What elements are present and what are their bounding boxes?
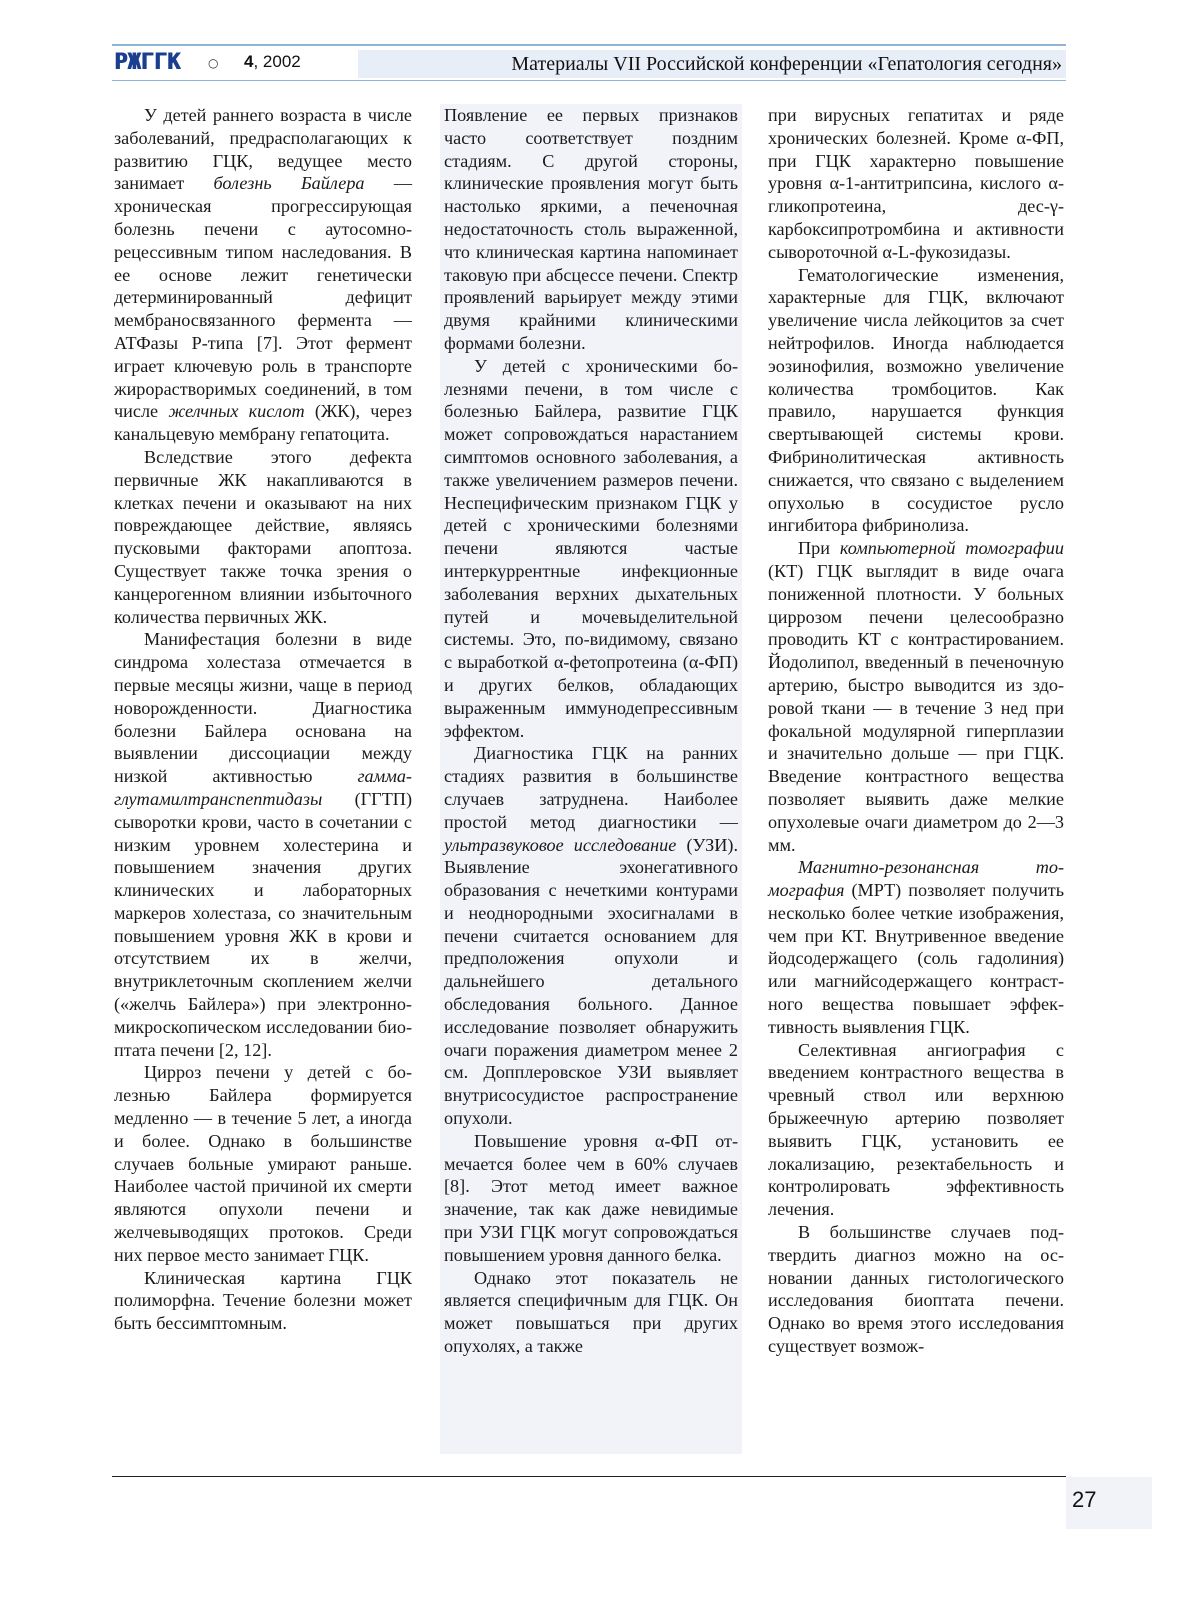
text-column-3 — [768, 104, 1064, 1454]
paragraph-text: (МРТ) позволяет получить несколько более четкие изображения, чем при КТ. Внутривенное введение йодсодержащего (соль гадолиния) или магнийсодержащего контрастного вещества повышает эффективность выявления ГЦК. — [768, 880, 1064, 1037]
paragraph — [768, 1039, 1064, 1221]
paragraph-text: Появление ее первых признаков часто соответствует поздним стадиям. С другой стороны, клинические проявления могут быть настолько яркими, а печеночная недостаточность столь выраженной, что клиническая картина напоминает таковую при абсцессе печени. Спектр проявлений варьирует между этими двумя крайними клиническими формами болезни. — [444, 105, 738, 353]
paragraph — [114, 1061, 412, 1266]
paragraph-text: Вследствие этого дефекта первичные ЖК накапливаются в клетках печени и оказывают на них повреждающее действие, являясь пусковыми факторами апоптоза. Существует также точка зрения о канцерогенном влиянии избыточного количества первичных ЖК. — [114, 446, 412, 627]
paragraph — [768, 104, 1064, 264]
paragraph — [114, 446, 412, 628]
paragraph-text: — хроническая прогрессирующая болезнь печени с аутосомно-рецессивным типом наследования. В ее основе лежит генетически детерминированный дефицит мембраносвязанного фермента — АТФазы Р-типа [7]. Этот фермент играет ключевую роль в транспорте жирорастворимых соединений, в том числе — [114, 173, 412, 422]
paragraph — [444, 104, 738, 355]
emphasis-term: Магнитно-резонансная томография — [768, 857, 1064, 901]
paragraph — [768, 1221, 1064, 1358]
paragraph-text: Повышение уровня α-ФП отмечается более чем в 60% случаев [8]. Этот метод имеет важное значение, так как даже невидимые при УЗИ ГЦК могут сопровождаться повышением уровня данного белка. — [444, 1130, 738, 1265]
paragraph — [768, 856, 1064, 1038]
paragraph-text: Гематологические изменения, характерные для ГЦК, включают увеличение числа лейкоцитов за счет нейтрофилов. Иногда наблюдается эозинофилия, возможно увеличение количества тромбоцитов. Как правило, нарушается функция свертывающей системы крови. Фибринолитическая активность снижается, что связано с выделением опухолью в сосудистое русло ингибитора фибринолиза. — [768, 264, 1064, 536]
page-number: 27 — [1072, 1487, 1097, 1512]
paragraph-text: При — [798, 538, 840, 559]
paragraph-text: Однако этот показатель не является специфичным для ГЦК. Он может повышаться при других опухолях, а также — [444, 1267, 738, 1357]
issue-year: , 2002 — [253, 52, 301, 71]
paragraph-text: (УЗИ). Выявление эхонегативного образования с нечеткими контурами и неоднородными эхосигналами в печени считается основанием для предположения опухоли и дальнейшего детального обследования больного. Данное исследование позволяет обнаружить очаги поражения диаметром менее 2 см. Допплеровское УЗИ выявляет внутрисосудистое распространение опухоли. — [444, 834, 738, 1129]
emphasis-term: желчных кислот — [168, 401, 305, 422]
emphasis-term: ультразвуковое исследование — [444, 834, 677, 855]
paragraph-text: В большинстве случаев подтвердить диагноз можно на основании данных гистологического исследования биоптата печени. Однако во время этого исследования существует возмож- — [768, 1222, 1064, 1357]
paragraph — [114, 104, 412, 446]
emphasis-term: компьютерной томографии — [839, 538, 1064, 559]
paragraph — [444, 742, 738, 1130]
paragraph — [114, 628, 412, 1061]
emphasis-term: гамма-глутамилтранспептидазы — [114, 766, 412, 809]
text-column-1 — [114, 104, 412, 1454]
bullet-icon: ○ — [208, 56, 219, 70]
paragraph-text: У детей с хроническими болезнями печени, в том числе с болезнью Байлера, развитие ГЦК может сопровождаться нарастанием симптомов основного заболевания, а также увеличением размеров печени. Неспецифическим признаком ГЦК у детей с хроническими болезнями печени являются частые интеркуррентные инфекционные заболевания верхних дыхательных путей и мочевыделительной системы. Это, по-видимому, связано с выработкой α-фетопротеина (α-ФП) и других белков, обладающих выраженным иммунодепрессивным эффектом. — [444, 355, 738, 741]
issue-number: 4 — [244, 52, 254, 71]
paragraph — [444, 1130, 738, 1267]
emphasis-term: болезнь Байлера — [213, 173, 365, 194]
paragraph-text: Клиническая картина ГЦК полиморфна. Течение болезни может быть бессимптомным. — [114, 1267, 412, 1334]
paragraph — [114, 1267, 412, 1335]
journal-logo: РЖГГК — [114, 50, 181, 75]
paragraph-text: Диагностика ГЦК на ранних стадиях развития в большинстве случаев затруднена. Наиболее простой метод диагностики — — [444, 743, 738, 832]
paragraph — [768, 264, 1064, 538]
paragraph-text: Селективная ангиография с введением контрастного вещества в чревный ствол или верхнюю брыжеечную артерию позволяет выявить ГЦК, установить ее локализацию, резектабельность и контролировать эффективность лечения. — [768, 1039, 1064, 1220]
paragraph-text: (ЖК), через канальцевую мембрану гепатоцита. — [114, 401, 412, 445]
paragraph-text: Цирроз печени у детей с болезнью Байлера формируется медленно — в течение 5 лет, а иногда и более. Однако в большинстве случаев больные умирают раньше. Наиболее частой причиной их смерти являются опухоли печени и желчевыводящих протоков. Среди них первое место занимает ГЦК. — [114, 1062, 412, 1265]
paragraph-text: при вирусных гепатитах и ряде хронических болезней. Кроме α-ФП, при ГЦК характерно повышение уровня α-1-антитрипсина, кислого α-гликопротеина, дес-γ-карбоксипротромбина и активности сывороточной α-L-фукозидазы. — [768, 105, 1064, 262]
paragraph-text: (ГГТП) сыворотки крови, часто в сочетании с низким уровнем холестерина и повышением значения других клинических и лабораторных маркеров холестаза, со значительным повышением уровня ЖК в крови и отсутствием их в желчи, внутриклеточным скоплением желчи («желчь Байлера») при электронно-микроскопическом исследовании биоптата печени [2, 12]. — [114, 788, 412, 1060]
footer-rule — [112, 1476, 1066, 1477]
paragraph — [768, 537, 1064, 856]
running-title: Материалы VII Российской конференции «Гепатология сегодня» — [358, 50, 1066, 78]
paragraph-text: Манифестация болезни в виде синдрома холестаза отмечается в первые месяцы жизни, чаще в период новорожденности. Диагностика болезни Байлера основана на выявлении диссоциации между низкой активностью — [114, 629, 412, 787]
header-top-rule — [112, 44, 1066, 46]
paragraph-text: (КТ) ГЦК выглядит в виде очага пониженной плотности. У больных циррозом печени целесообразно проводить КТ с контрастированием. Йодолипол, введенный в печеночную артерию, быстро выводится из здоровой ткани — в течение 3 нед при фокальной модулярной гиперплазии и значительно дольше — при ГЦК. Введение контрастного вещества позволяет выявить даже мелкие опухолевые очаги диаметром до 2—3 мм. — [768, 560, 1064, 855]
header-bottom-rule — [112, 80, 1066, 81]
text-column-2 — [440, 104, 742, 1454]
paragraph — [444, 1267, 738, 1358]
paragraph-text: У детей раннего возраста в числе заболеваний, предрасполагающих к развитию ГЦК, ведущее место занимает — [114, 105, 412, 194]
paragraph — [444, 355, 738, 743]
issue-info — [244, 50, 301, 74]
